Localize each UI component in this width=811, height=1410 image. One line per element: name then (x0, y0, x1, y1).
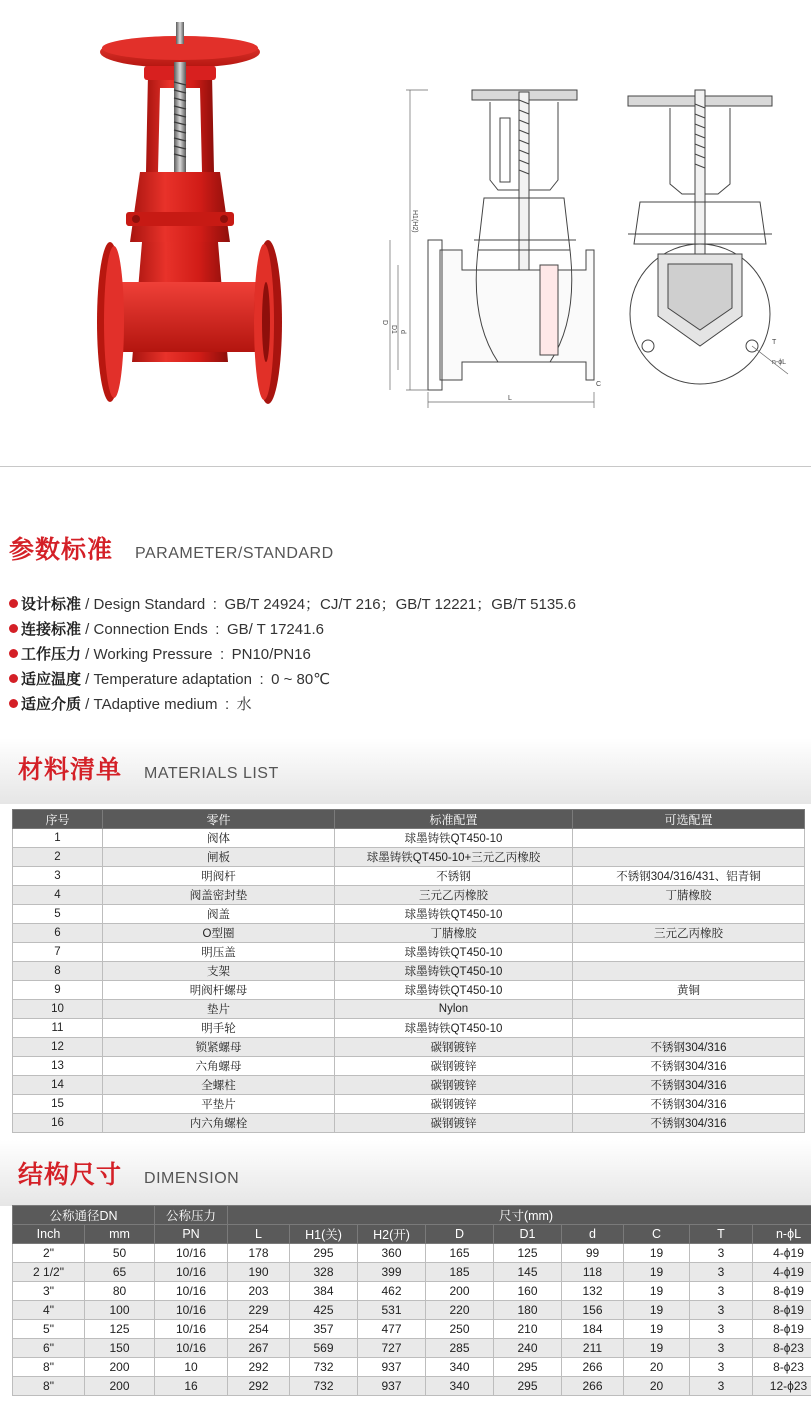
cell-no: 12 (13, 1038, 103, 1057)
cell-dim: 531 (358, 1301, 426, 1320)
cell-dim: 462 (358, 1282, 426, 1301)
cell-optional (573, 905, 805, 924)
cell-dim: 12-ϕ23 (753, 1377, 811, 1396)
table-row (13, 1000, 805, 1019)
table-row (13, 962, 805, 981)
cell-dim: 8-ϕ23 (753, 1358, 811, 1377)
cell-dim: 145 (494, 1263, 562, 1282)
cell-optional: 不锈钢304/316/431、铝青铜 (573, 867, 805, 886)
cell-dim: 10/16 (155, 1263, 228, 1282)
cell-dim: 3 (690, 1282, 753, 1301)
cell-no: 14 (13, 1076, 103, 1095)
cell-dim: 8" (13, 1377, 85, 1396)
cell-standard: 不锈钢 (335, 867, 573, 886)
dim-label-L: L (508, 395, 512, 402)
cell-dim: 2 1/2" (13, 1263, 85, 1282)
cell-no: 4 (13, 886, 103, 905)
param-label-en: / Working Pressure : (81, 646, 232, 663)
cell-dim: 285 (426, 1339, 494, 1358)
param-value: 水 (236, 696, 252, 713)
cell-dim: 10/16 (155, 1339, 228, 1358)
col-header-dim: Inch (13, 1225, 85, 1244)
cell-dim: 20 (624, 1377, 690, 1396)
cell-dim: 399 (358, 1263, 426, 1282)
cell-dim: 19 (624, 1301, 690, 1320)
dimension-heading-zh: 结构尺寸 (18, 1161, 123, 1189)
cell-dim: 8-ϕ19 (753, 1282, 811, 1301)
front-section-drawing (612, 84, 807, 394)
cell-standard: 碳钢镀锌 (335, 1114, 573, 1133)
materials-heading-en: MATERIALS LIST (144, 765, 279, 782)
cell-part: 明阀杆 (103, 867, 335, 886)
cell-dim: 569 (290, 1339, 358, 1358)
col-header-dim: H1(关) (290, 1225, 358, 1244)
materials-heading (18, 750, 279, 786)
param-label-en: / TAdaptive medium : (81, 696, 237, 713)
cell-dim: 3 (690, 1377, 753, 1396)
param-connection-ends (9, 617, 799, 642)
cell-part: 阀盖 (103, 905, 335, 924)
cell-part: 闸板 (103, 848, 335, 867)
table-row (13, 1244, 811, 1263)
bullet-dot (9, 624, 18, 633)
cell-dim: 8-ϕ23 (753, 1339, 811, 1358)
cell-dim: 19 (624, 1339, 690, 1358)
cell-part: 阀体 (103, 829, 335, 848)
cell-part: 平垫片 (103, 1095, 335, 1114)
dim-label-h1h2: H1(H2) (411, 210, 418, 233)
cell-optional: 不锈钢304/316 (573, 1095, 805, 1114)
cell-dim: 4" (13, 1301, 85, 1320)
dimension-group-header-row (13, 1206, 811, 1225)
cell-dim: 384 (290, 1282, 358, 1301)
cell-dim: 132 (562, 1282, 624, 1301)
hero-divider (0, 466, 811, 467)
table-row (13, 1076, 805, 1095)
cell-dim: 99 (562, 1244, 624, 1263)
product-hero (0, 0, 811, 468)
side-view-drawing (380, 80, 605, 410)
param-medium (9, 692, 799, 717)
cell-dim: 295 (494, 1358, 562, 1377)
col-header-dim: C (624, 1225, 690, 1244)
cell-standard: 球墨铸铁QT450-10 (335, 905, 573, 924)
col-header-dim: mm (85, 1225, 155, 1244)
cell-dim: 156 (562, 1301, 624, 1320)
param-design-standard (9, 592, 799, 617)
cell-standard: 球墨铸铁QT450-10+三元乙丙橡胶 (335, 848, 573, 867)
cell-dim: 732 (290, 1358, 358, 1377)
cell-no: 2 (13, 848, 103, 867)
cell-dim: 240 (494, 1339, 562, 1358)
param-value: GB/T 24924；CJ/T 216；GB/T 12221；GB/T 5135.6 (224, 596, 577, 613)
table-row (13, 943, 805, 962)
cell-part: 明手轮 (103, 1019, 335, 1038)
dim-label-D1: D1 (390, 325, 397, 334)
cell-part: 内六角螺栓 (103, 1114, 335, 1133)
cell-dim: 185 (426, 1263, 494, 1282)
col-header-dim: n-ϕL (753, 1225, 811, 1244)
param-label-en: / Design Standard : (81, 596, 225, 613)
cell-standard: 丁腈橡胶 (335, 924, 573, 943)
cell-part: O型圈 (103, 924, 335, 943)
table-row (13, 981, 805, 1000)
cell-part: 垫片 (103, 1000, 335, 1019)
cell-no: 3 (13, 867, 103, 886)
param-label-zh: 连接标准 (21, 621, 82, 638)
cell-no: 10 (13, 1000, 103, 1019)
table-row (13, 1320, 811, 1339)
cell-dim: 165 (426, 1244, 494, 1263)
cell-part: 锁紧螺母 (103, 1038, 335, 1057)
cell-dim: 3 (690, 1263, 753, 1282)
cell-no: 11 (13, 1019, 103, 1038)
cell-dim: 125 (85, 1320, 155, 1339)
table-row (13, 867, 805, 886)
dimension-heading-en: DIMENSION (144, 1170, 240, 1187)
col-header-dim: D1 (494, 1225, 562, 1244)
cell-optional (573, 943, 805, 962)
cell-dim: 190 (228, 1263, 290, 1282)
col-header-dim: T (690, 1225, 753, 1244)
cell-dim: 229 (228, 1301, 290, 1320)
param-label-zh: 工作压力 (21, 646, 82, 663)
cell-optional (573, 829, 805, 848)
cell-dim: 118 (562, 1263, 624, 1282)
cell-dim: 266 (562, 1358, 624, 1377)
cell-dim: 267 (228, 1339, 290, 1358)
col-header-dim: d (562, 1225, 624, 1244)
cell-standard: 碳钢镀锌 (335, 1076, 573, 1095)
cell-dim: 937 (358, 1358, 426, 1377)
dimension-table (12, 1205, 811, 1396)
cell-dim: 80 (85, 1282, 155, 1301)
dim-label-C: C (596, 381, 602, 388)
table-row (13, 1377, 811, 1396)
cell-no: 8 (13, 962, 103, 981)
col-header-no: 序号 (13, 810, 103, 829)
cell-no: 1 (13, 829, 103, 848)
cell-dim: 184 (562, 1320, 624, 1339)
cell-dim: 727 (358, 1339, 426, 1358)
table-row (13, 1019, 805, 1038)
cell-dim: 10/16 (155, 1244, 228, 1263)
cell-part: 阀盖密封垫 (103, 886, 335, 905)
cell-dim: 19 (624, 1244, 690, 1263)
cell-dim: 220 (426, 1301, 494, 1320)
cell-dim: 210 (494, 1320, 562, 1339)
col-header-dim: H2(开) (358, 1225, 426, 1244)
cell-standard: 球墨铸铁QT450-10 (335, 829, 573, 848)
cell-part: 明阀杆螺母 (103, 981, 335, 1000)
cell-dim: 250 (426, 1320, 494, 1339)
cell-no: 15 (13, 1095, 103, 1114)
cell-dim: 4-ϕ19 (753, 1263, 811, 1282)
materials-table (12, 809, 805, 1133)
cell-dim: 19 (624, 1320, 690, 1339)
cell-dim: 340 (426, 1377, 494, 1396)
table-row (13, 1358, 811, 1377)
cell-standard: 碳钢镀锌 (335, 1057, 573, 1076)
cell-dim: 20 (624, 1358, 690, 1377)
materials-header-row (13, 810, 805, 829)
cell-dim: 160 (494, 1282, 562, 1301)
cell-dim: 211 (562, 1339, 624, 1358)
col-header-optional: 可选配置 (573, 810, 805, 829)
materials-heading-zh: 材料清单 (18, 756, 123, 784)
cell-dim: 200 (426, 1282, 494, 1301)
cell-dim: 50 (85, 1244, 155, 1263)
table-row (13, 1263, 811, 1282)
table-row (13, 848, 805, 867)
cell-dim: 100 (85, 1301, 155, 1320)
cell-dim: 178 (228, 1244, 290, 1263)
parameter-list (9, 592, 799, 717)
cell-dim: 477 (358, 1320, 426, 1339)
cell-dim: 295 (494, 1377, 562, 1396)
dimension-sub-header-row (13, 1225, 811, 1244)
table-row (13, 924, 805, 943)
cell-dim: 19 (624, 1282, 690, 1301)
cell-part: 支架 (103, 962, 335, 981)
bullet-dot (9, 599, 18, 608)
param-value: GB/ T 17241.6 (226, 621, 324, 638)
param-label-en: / Temperature adaptation : (81, 671, 272, 688)
cell-dim: 328 (290, 1263, 358, 1282)
cell-optional: 三元乙丙橡胶 (573, 924, 805, 943)
cell-dim: 254 (228, 1320, 290, 1339)
cell-optional (573, 1019, 805, 1038)
bullet-dot (9, 699, 18, 708)
cell-part: 六角螺母 (103, 1057, 335, 1076)
cell-dim: 8-ϕ19 (753, 1301, 811, 1320)
cell-dim: 180 (494, 1301, 562, 1320)
col-header-part: 零件 (103, 810, 335, 829)
cell-dim: 3 (690, 1301, 753, 1320)
param-temperature (9, 667, 799, 692)
param-label-zh: 适应介质 (21, 696, 82, 713)
cell-dim: 292 (228, 1358, 290, 1377)
param-label-zh: 适应温度 (21, 671, 82, 688)
cell-optional: 黄铜 (573, 981, 805, 1000)
cell-dim: 203 (228, 1282, 290, 1301)
cell-part: 明压盖 (103, 943, 335, 962)
cell-no: 6 (13, 924, 103, 943)
cell-dim: 150 (85, 1339, 155, 1358)
dim-label-T: T (772, 339, 777, 346)
cell-dim: 2" (13, 1244, 85, 1263)
cell-dim: 292 (228, 1377, 290, 1396)
cell-dim: 3" (13, 1282, 85, 1301)
cell-dim: 357 (290, 1320, 358, 1339)
cell-standard: 碳钢镀锌 (335, 1038, 573, 1057)
cell-dim: 65 (85, 1263, 155, 1282)
cell-dim: 340 (426, 1358, 494, 1377)
cell-dim: 3 (690, 1339, 753, 1358)
parameter-heading (9, 530, 334, 566)
cell-dim: 295 (290, 1244, 358, 1263)
param-label-en: / Connection Ends : (81, 621, 227, 638)
table-row (13, 1038, 805, 1057)
cell-dim: 200 (85, 1358, 155, 1377)
cell-optional: 不锈钢304/316 (573, 1057, 805, 1076)
group-header-size: 尺寸(mm) (228, 1206, 811, 1225)
param-working-pressure (9, 642, 799, 667)
cell-dim: 8" (13, 1358, 85, 1377)
cell-dim: 937 (358, 1377, 426, 1396)
cell-dim: 425 (290, 1301, 358, 1320)
cell-standard: 球墨铸铁QT450-10 (335, 943, 573, 962)
cell-dim: 125 (494, 1244, 562, 1263)
cell-part: 全螺柱 (103, 1076, 335, 1095)
cell-optional: 不锈钢304/316 (573, 1076, 805, 1095)
table-row (13, 1282, 811, 1301)
param-value: 0 ~ 80℃ (271, 671, 331, 688)
cell-standard: 球墨铸铁QT450-10 (335, 962, 573, 981)
cell-dim: 10/16 (155, 1282, 228, 1301)
table-row (13, 829, 805, 848)
cell-dim: 6" (13, 1339, 85, 1358)
cell-standard: 碳钢镀锌 (335, 1095, 573, 1114)
table-row (13, 1301, 811, 1320)
group-header-pn: 公称压力 (155, 1206, 228, 1225)
dim-label-nL: n-ϕL (772, 359, 787, 366)
cell-standard: Nylon (335, 1000, 573, 1019)
cell-optional: 不锈钢304/316 (573, 1114, 805, 1133)
bullet-dot (9, 649, 18, 658)
cell-dim: 5" (13, 1320, 85, 1339)
cell-dim: 3 (690, 1244, 753, 1263)
cell-standard: 球墨铸铁QT450-10 (335, 981, 573, 1000)
cell-dim: 200 (85, 1377, 155, 1396)
table-row (13, 1057, 805, 1076)
cell-dim: 10/16 (155, 1320, 228, 1339)
param-label-zh: 设计标准 (21, 596, 82, 613)
cell-no: 5 (13, 905, 103, 924)
cell-standard: 球墨铸铁QT450-10 (335, 1019, 573, 1038)
col-header-dim: L (228, 1225, 290, 1244)
col-header-standard: 标准配置 (335, 810, 573, 829)
cell-dim: 16 (155, 1377, 228, 1396)
cell-dim: 3 (690, 1320, 753, 1339)
cell-no: 16 (13, 1114, 103, 1133)
cell-optional (573, 1000, 805, 1019)
cell-no: 9 (13, 981, 103, 1000)
cell-dim: 732 (290, 1377, 358, 1396)
cell-dim: 8-ϕ19 (753, 1320, 811, 1339)
cell-dim: 10 (155, 1358, 228, 1377)
cell-dim: 10/16 (155, 1301, 228, 1320)
gate-valve-photo (96, 22, 296, 412)
cell-optional: 丁腈橡胶 (573, 886, 805, 905)
table-row (13, 905, 805, 924)
cell-optional (573, 962, 805, 981)
col-header-dim: PN (155, 1225, 228, 1244)
dimension-heading (18, 1155, 239, 1191)
group-header-dn: 公称通径DN (13, 1206, 155, 1225)
param-value: PN10/PN16 (231, 646, 311, 663)
cell-no: 13 (13, 1057, 103, 1076)
dim-label-d: d (399, 330, 406, 334)
table-row (13, 1114, 805, 1133)
cell-dim: 3 (690, 1358, 753, 1377)
cell-optional (573, 848, 805, 867)
cell-standard: 三元乙丙橡胶 (335, 886, 573, 905)
parameter-heading-en: PARAMETER/STANDARD (135, 545, 334, 562)
cell-dim: 19 (624, 1263, 690, 1282)
cell-dim: 360 (358, 1244, 426, 1263)
col-header-dim: D (426, 1225, 494, 1244)
dim-label-D: D (381, 320, 388, 326)
table-row (13, 886, 805, 905)
cell-dim: 4-ϕ19 (753, 1244, 811, 1263)
table-row (13, 1095, 805, 1114)
parameter-heading-zh: 参数标准 (9, 536, 114, 564)
table-row (13, 1339, 811, 1358)
cell-dim: 266 (562, 1377, 624, 1396)
cell-optional: 不锈钢304/316 (573, 1038, 805, 1057)
cell-no: 7 (13, 943, 103, 962)
bullet-dot (9, 674, 18, 683)
